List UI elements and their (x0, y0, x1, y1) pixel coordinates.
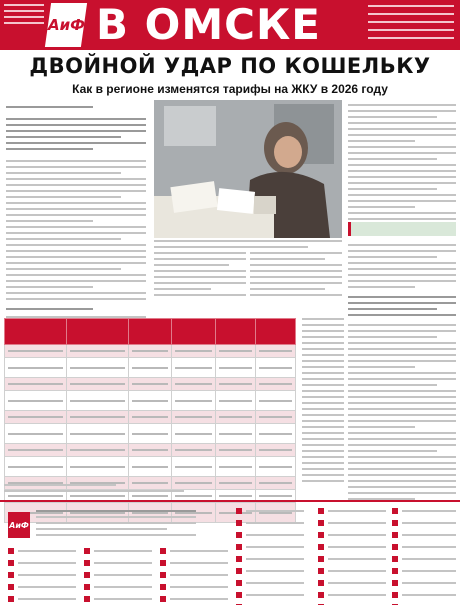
table-row (5, 411, 296, 424)
list-item (8, 572, 76, 578)
list-item (318, 508, 386, 514)
list-item (8, 548, 76, 554)
list-item (392, 580, 456, 586)
center-column-b (250, 252, 342, 300)
masthead-title: В ОМСКЕ (96, 0, 321, 49)
article-subheadline: Как в регионе изменятся тарифы на ЖКУ в 2026 году (72, 82, 388, 96)
list-item (318, 568, 386, 574)
issue-info (4, 4, 44, 44)
table-header-row (5, 319, 296, 345)
list-item (392, 568, 456, 574)
logo-text: АиФ (47, 16, 85, 34)
list-item (392, 520, 456, 526)
list-item (236, 568, 304, 574)
list-item (392, 532, 456, 538)
list-item (84, 548, 152, 554)
center-column-a (154, 252, 246, 300)
list-item (392, 508, 456, 514)
supplement-info (368, 5, 454, 45)
highlight-box (348, 222, 456, 236)
table-row (5, 391, 296, 411)
table-footnote (4, 484, 184, 496)
address-list-5 (318, 508, 386, 605)
author-line (6, 106, 93, 108)
masthead (0, 0, 460, 50)
list-item (160, 560, 228, 566)
list-item (392, 544, 456, 550)
list-item (236, 532, 304, 538)
right-column-lower (348, 244, 456, 504)
table-row (5, 457, 296, 477)
address-list-3 (160, 548, 228, 605)
list-item (8, 584, 76, 590)
list-item (318, 580, 386, 586)
list-item (84, 584, 152, 590)
list-item (84, 560, 152, 566)
list-item (318, 544, 386, 550)
table-row (5, 345, 296, 358)
list-item (8, 596, 76, 602)
left-column (6, 106, 146, 340)
list-item (236, 592, 304, 598)
article-headline: ДВОЙНОЙ УДАР ПО КОШЕЛЬКУ (29, 54, 431, 78)
list-item (392, 556, 456, 562)
photo-illustration (154, 100, 342, 238)
list-item (318, 520, 386, 526)
list-item (160, 596, 228, 602)
list-item (236, 508, 304, 514)
address-list-6 (392, 508, 456, 605)
list-item (84, 596, 152, 602)
table-side-column (302, 318, 344, 486)
list-item (84, 572, 152, 578)
table-row (5, 378, 296, 391)
list-item (236, 520, 304, 526)
table-row (5, 358, 296, 378)
photo-caption (154, 240, 342, 252)
right-column (348, 104, 456, 224)
list-item (236, 556, 304, 562)
list-item (8, 560, 76, 566)
address-list-4 (236, 508, 304, 605)
list-item (392, 592, 456, 598)
address-list-1 (8, 548, 76, 605)
table-row (5, 424, 296, 444)
list-item (318, 592, 386, 598)
article-photo (154, 100, 342, 238)
list-item (160, 584, 228, 590)
list-item (160, 548, 228, 554)
table-row (5, 444, 296, 457)
list-item (236, 580, 304, 586)
list-item (318, 532, 386, 538)
address-list-2 (84, 548, 152, 605)
section-head (6, 308, 93, 310)
list-item (318, 556, 386, 562)
band-heading (36, 510, 196, 540)
list-item (160, 572, 228, 578)
list-item (236, 544, 304, 550)
band-logo: АиФ (8, 512, 30, 538)
aif-logo (45, 3, 87, 47)
